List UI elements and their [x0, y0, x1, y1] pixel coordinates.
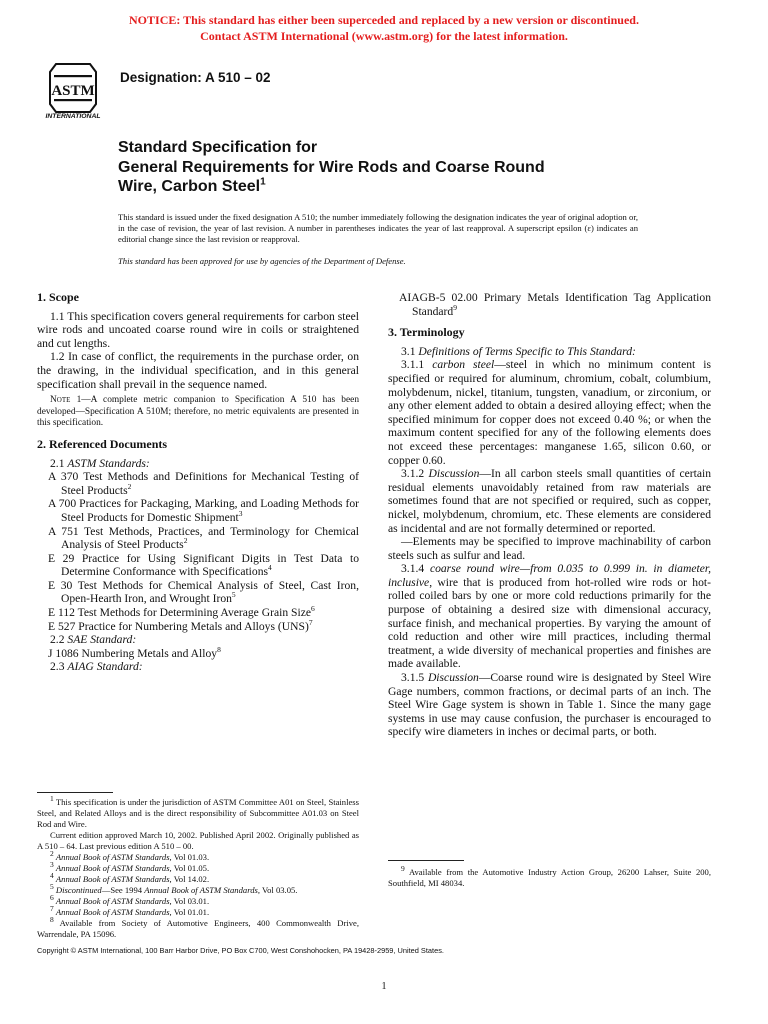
- reference-item: AIAGB-5 02.00 Primary Metals Identification Tag Application Standard$^9$: [399, 291, 711, 318]
- reference-item: A 751 Test Methods, Practices, and Terminology for Chemical Analysis of Steel Products$^2$: [48, 524, 359, 552]
- title-line-2: General Requirements for Wire Rods and Coarse Round: [118, 158, 545, 176]
- section-heading-scope: 1. Scope: [37, 290, 79, 304]
- footnote-rule-left: [37, 792, 113, 793]
- footnote-1: $^1$ This specification is under the jurisdiction of ASTM Committee A01 on Steel, Stainless Steel, and Related Alloys and is the direct responsibility of Subcommittee A01.03 on Steel Rod and Wire.: [37, 794, 359, 829]
- paragraph-1-1: 1.1 This specification covers general requirements for carbon steel wire rods and uncoated coarse round wire in coils or straightened and cut lengths.: [37, 309, 359, 350]
- footnote-3: $^3$ Annual Book of ASTM Standards, Vol 01.05.: [50, 860, 210, 873]
- reference-item: E 29 Practice for Using Significant Digits in Test Data to Determine Conformance with Specifications$^4$: [48, 551, 359, 579]
- superseded-notice: [0, 12, 768, 44]
- paragraph-1-2: 1.2 In case of conflict, the requirements in the purchase order, on the drawing, in the individual specification, and in this general specification shall prevail in the sequence named.: [37, 350, 359, 391]
- title-line-3: Wire, Carbon Steel$^1$: [118, 176, 266, 195]
- title-line-1: Standard Specification for: [118, 139, 318, 156]
- astm-logo-icon: [34, 58, 112, 120]
- svg-text:INTERNATIONAL: INTERNATIONAL: [45, 113, 101, 120]
- paragraph-3-1: 3.1 Definitions of Terms Specific to This Standard:: [401, 344, 636, 358]
- approved-note: This standard has been approved for use by agencies of the Department of Defense.: [118, 256, 406, 266]
- paragraph-3-1-2-continued: —Elements may be specified to improve machinability of carbon steels such as sulfur and lead.: [388, 535, 711, 562]
- paragraph-3-1-1: 3.1.1 carbon steel—steel in which no minimum content is specified or required for aluminum, chromium, cobalt, columbium, molybdenum, nickel, titanium, tungsten, vanadium, or zirconium, or any other element added to obtain a desired alloying effect; when the specified minimum for copper does not exceed 0.40 %; or when the maximum content specified for any of the following elements does not exceed these percentages: manganese 1.65, silicon 0.60, or copper 0.60.: [388, 358, 711, 467]
- title-footnote-mark: 1: [260, 176, 266, 188]
- reference-item: E 527 Practice for Numbering Metals and Alloys (UNS)$^7$: [48, 617, 313, 633]
- reference-item: E 30 Test Methods for Chemical Analysis of Steel, Cast Iron, Open-Hearth Iron, and Wrought Iron$^5$: [48, 578, 359, 606]
- footnote-6: $^6$ Annual Book of ASTM Standards, Vol 03.01.: [50, 893, 210, 906]
- designation: Designation: A 510 – 02: [120, 70, 271, 85]
- left-column: [37, 291, 359, 674]
- note-1: Note 1—A complete metric companion to Specification A 510 has been developed—Specification A 510M; therefore, no metric equivalents are presented in this specification.: [37, 395, 360, 429]
- notice-line-2: Contact ASTM International (www.astm.org) for the latest information.: [200, 29, 568, 43]
- sae-standard-label: 2.2 SAE Standard:: [50, 633, 137, 647]
- issued-note: This standard is issued under the fixed designation A 510; the number immediately following the designation indicates the year of original adoption or, in the case of revision, the year of last revision. A number in parentheses indicates the year of last reapproval. A superscript epsilon (ε) indicates an editorial change since the last revision or reapproval.: [118, 212, 638, 244]
- footnotes-left: [37, 794, 359, 940]
- reference-item: A 700 Practices for Packaging, Marking, and Loading Methods for Steel Products for Domestic Shipment$^3$: [48, 497, 359, 524]
- svg-text:ASTM: ASTM: [51, 83, 95, 99]
- footnote-8: $^8$ Available from Society of Automotive Engineers, 400 Commonwealth Drive, Warrendale, PA 15096.: [37, 915, 359, 939]
- reference-item: A 370 Test Methods and Definitions for Mechanical Testing of Steel Products$^2$: [48, 470, 359, 497]
- reference-item: E 112 Test Methods for Determining Average Grain Size$^6$: [48, 604, 315, 620]
- footnote-rule-right: [388, 860, 464, 861]
- document-title: [118, 138, 678, 197]
- aiag-standard-label: 2.3 AIAG Standard:: [50, 660, 143, 674]
- footnotes-right: [388, 864, 711, 889]
- copyright-line: Copyright © ASTM International, 100 Barr Harbor Drive, PO Box C700, West Conshohocken, PA 19428-2959, United States.: [37, 946, 444, 955]
- paragraph-3-1-5: 3.1.5 Discussion—Coarse round wire is designated by Steel Wire Gage numbers, common fractions, or decimal parts of an inch. The Steel Wire Gage system is shown in Table 1. Since the many gage systems in use may cause confusion, the purchaser is encouraged to specify wire diameters in inches or decimal parts, or both.: [388, 671, 712, 739]
- section-heading-terminology: 3. Terminology: [388, 325, 465, 340]
- section-heading-referenced-documents: 2. Referenced Documents: [37, 436, 168, 451]
- footnote-2: $^2$ Annual Book of ASTM Standards, Vol 01.03.: [50, 849, 210, 862]
- footnote-1-continued: Current edition approved March 10, 2002. Published April 2002. Originally published as A 510 – 64. Last previous edition A 510 – 00.: [37, 830, 359, 851]
- reference-item: J 1086 Numbering Metals and Alloy$^8$: [48, 644, 221, 660]
- footnote-9: $^9$ Available from the Automotive Industry Action Group, 26200 Lahser, Suite 200, Southfield, MI 48034.: [388, 864, 711, 888]
- right-column: [388, 291, 711, 739]
- footnote-4: $^4$ Annual Book of ASTM Standards, Vol 14.02.: [50, 871, 210, 884]
- page-number: 1: [381, 981, 387, 992]
- notice-line-1: NOTICE: This standard has either been superceded and replaced by a new version or discontinued.: [129, 13, 639, 27]
- paragraph-3-1-4: 3.1.4 coarse round wire—from 0.035 to 0.999 in. in diameter, inclusive, wire that is produced from hot-rolled wire rods or hot-rolled coiled bars by one or more cold reductions primarily for the purpose of obtaining a desired size with dimensional accuracy, surface finish, and mechanical properties. By varying the amount of cold reduction and other wire mill practices, including thermal treatment, a wide diversity of mechanical properties and finishes are made available.: [388, 562, 711, 671]
- footnote-7: $^7$ Annual Book of ASTM Standards, Vol 01.01.: [50, 904, 210, 917]
- paragraph-3-1-2: 3.1.2 Discussion—In all carbon steels small quantities of certain residual elements unavoidably retained from raw materials are sometimes found that are not specified or required, such as copper, nickel, molybdenum, chromium, etc. These elements are considered as incidental and are not formally determined or reported.: [388, 467, 711, 535]
- footnote-5: $^5$ Discontinued—See 1994 Annual Book of ASTM Standards, Vol 03.05.: [50, 882, 298, 895]
- astm-standards-label: 2.1 ASTM Standards:: [50, 456, 150, 470]
